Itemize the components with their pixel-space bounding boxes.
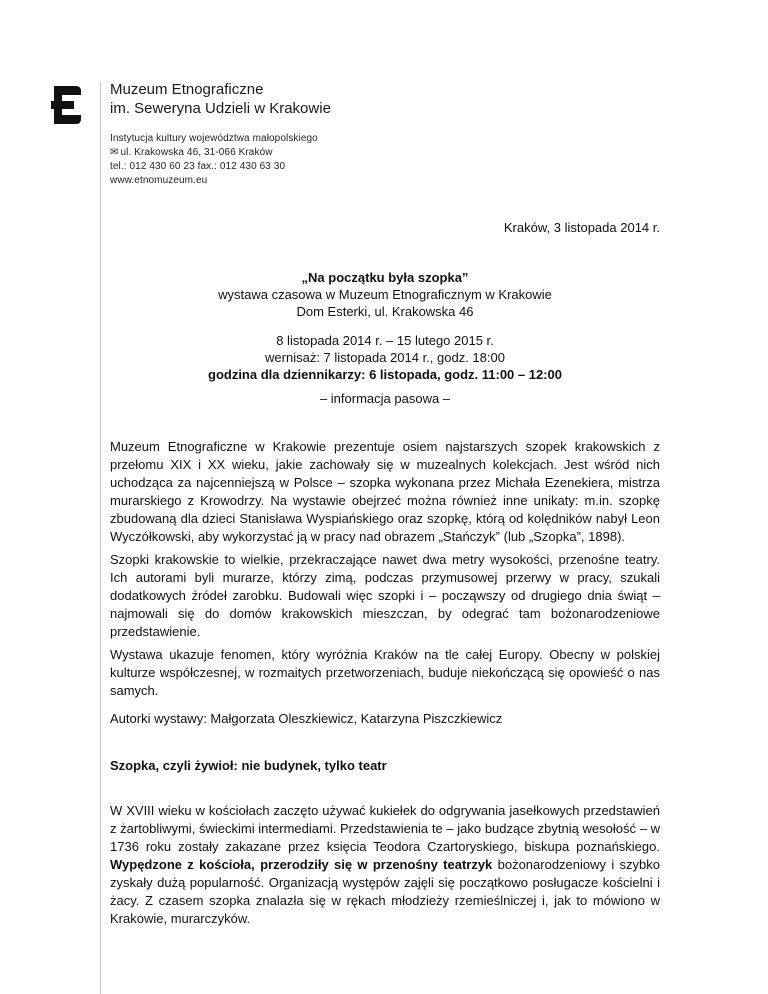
paragraph-6-bold: Wypędzone z kościoła, przerodziły się w przenośny teatrzyk: [110, 857, 493, 872]
press-hour-line: godzina dla dziennikarzy: 6 listopada, godz. 11:00 – 12:00: [208, 367, 562, 382]
info-line: – informacja pasowa –: [319, 391, 451, 406]
paragraph-1: Muzeum Etnograficzne w Krakowie prezentuje osiem najstarszych szopek krakowskich z przełomu XIX i XX wieku, jakie zachowały się w muzealnych kolekcjach. Jest wśród nich uchodząca za najcenniejszą w Polsce – szopka wykonana przez Michała Ezenekiera, mistrza murarskiego z Krowodrzy. Na wystawie obejrzeć można również inne unikaty: m.in. szopkę zbudowaną dla dzieci Stanisława Wyspiańskiego oraz szopkę, którą od kolędników nabył Leon Wyczółkowski, aby wykorzystać ją w pracy nad obrazem „Stańczyk” (lub „Szopka”, 1898).: [110, 439, 660, 544]
phone-line: tel.: 012 430 60 23 fax.: 012 430 63 30: [110, 161, 286, 172]
paragraph-6-part-a: W XVIII wieku w kościołach zaczęto używać kukiełek do odgrywania jasełkowych przedstawień z żartobliwymi, świeckimi intermediami. Przedstawienia te – jako budzące zbytnią wesołość – w 1736 roku zostały zakazane przez księcia Teodora Czartoryskiego, biskupa poznańskiego.: [110, 803, 660, 854]
section-heading: Szopka, czyli żywioł: nie budynek, tylko teatr: [110, 758, 387, 773]
museum-name-line1: Muzeum Etnograficzne: [110, 81, 264, 98]
museum-name-line2: im. Seweryna Udzieli w Krakowie: [110, 100, 331, 117]
authors-line: Autorki wystawy: Małgorzata Oleszkiewicz, Katarzyna Piszczkiewicz: [110, 711, 503, 726]
paragraph-2: Szopki krakowskie to wielkie, przekraczające nawet dwa metry wysokości, przenośne teatry. Ich autorami byli murarze, którzy zimą, podczas przymusowej przerwy w pracy, szukali dodatkowych źródeł zarobku. Budowali więc szopki i – począwszy od drugiego dnia świąt – najmowali się do domów krakowskich mieszczan, by odegrać tam bożonarodzeniowe przedstawienie.: [110, 552, 660, 639]
exhibition-title-block: [110, 269, 660, 320]
website-link[interactable]: www.etnomuzeum.eu: [110, 175, 208, 186]
paragraph-6-part-b: bożonarodzeniowy i szybko zyskały dużą popularność. Organizacją występów zajęli się początkowo posługacze kościelni i żacy. Z czasem szopka znalazła się w rękach młodzieży rzemieślniczej i, jak to mówiono w Krakowie, murarczyków.: [110, 857, 660, 926]
address-line: [110, 146, 331, 160]
exhibition-venue: Dom Esterki, ul. Krakowska 46: [296, 304, 474, 319]
exhibition-title: „Na początku była szopka”: [301, 270, 469, 285]
institution-line: Instytucja kultury województwa małopolskiego: [110, 133, 318, 144]
letterhead: [110, 80, 331, 188]
museum-logo: [48, 82, 84, 128]
address-text: ul. Krakowska 46, 31-066 Kraków: [120, 147, 273, 158]
date-line: Kraków, 3 listopada 2014 r.: [503, 220, 660, 235]
margin-rule: [100, 82, 101, 994]
exhibition-dates-block: [110, 332, 660, 383]
contact-block: [110, 132, 331, 188]
exhibition-dates: 8 listopada 2014 r. – 15 lutego 2015 r.: [276, 333, 494, 348]
paragraph-3: Wystawa ukazuje fenomen, który wyróżnia Kraków na tle całej Europy. Obecny w polskiej kulturze współczesnej, w rozmaitych przetworzeniach, buduje niekończącą się opowieść o nas samych.: [110, 647, 660, 698]
envelope-icon: ✉: [110, 147, 119, 158]
exhibition-subtitle: wystawa czasowa w Muzeum Etnograficznym w Krakowie: [218, 287, 552, 302]
vernissage-line: wernisaż: 7 listopada 2014 r., godz. 18:00: [265, 350, 505, 365]
paragraph-6: [110, 802, 660, 928]
